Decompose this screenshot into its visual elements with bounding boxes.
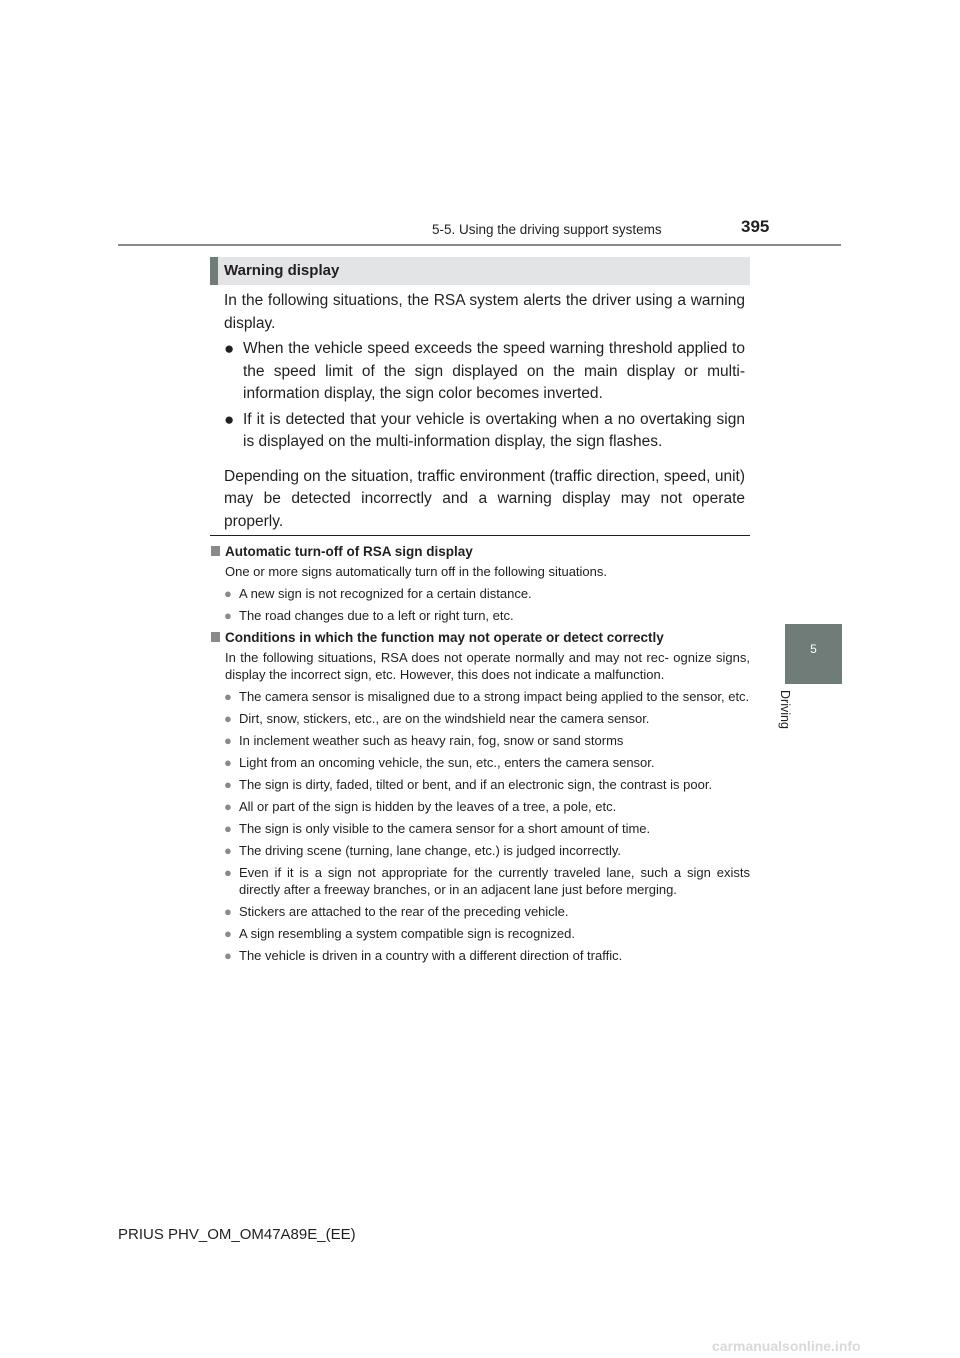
chapter-label-container xyxy=(778,690,808,750)
running-header-section: 5-5. Using the driving support systems xyxy=(432,222,662,237)
bullet-dot-icon: ● xyxy=(224,733,232,748)
note-bullet: ● Stickers are attached to the rear of the preceding vehicle. xyxy=(224,904,569,919)
bullet-dot-icon: ● xyxy=(224,586,232,601)
note-bullet: ● The sign is dirty, faded, tilted or bent, and if an electronic sign, the contrast is poor. xyxy=(224,777,713,792)
note-bullet: ● All or part of the sign is hidden by the leaves of a tree, a pole, etc. xyxy=(224,799,617,814)
note-heading-auto-off: Automatic turn-off of RSA sign display xyxy=(211,543,750,560)
page-number: 395 xyxy=(741,217,770,236)
warning-display-body xyxy=(224,290,745,533)
bullet-dot-icon: ● xyxy=(224,865,232,880)
bullet-dot-icon: ● xyxy=(224,339,235,358)
note-bullet: ● A sign resembling a system compatible sign is recognized. xyxy=(224,926,575,941)
note-text: One or more signs automatically turn off in the following situations. xyxy=(225,564,608,579)
bullet-dot-icon: ● xyxy=(224,821,232,836)
bullet-dot-icon: ● xyxy=(224,948,232,963)
bullet-dot-icon: ● xyxy=(224,608,232,623)
note-bullet: ● Light from an oncoming vehicle, the sun, etc., enters the camera sensor. xyxy=(224,755,655,770)
bullet-dot-icon: ● xyxy=(224,755,232,770)
square-bullet-icon xyxy=(211,546,220,556)
bullet-dot-icon: ● xyxy=(224,843,232,858)
note-bullet: ● A new sign is not recognized for a certain distance. xyxy=(224,586,532,601)
chapter-label: Driving xyxy=(778,690,792,729)
warning-bullet: ● If it is detected that your vehicle is overtaking when a no overtaking sign is displayed on the multi-information display, the sign flashes. xyxy=(224,409,745,450)
notes-section xyxy=(211,543,750,964)
bullet-dot-icon: ● xyxy=(224,904,232,919)
note-bullet: ● Even if it is a sign not appropriate for the currently traveled lane, such a sign exists directly after a freeway branches, or in an adjacent lane just before merging. xyxy=(224,865,750,897)
footer-model-code: PRIUS PHV_OM_OM47A89E_(EE) xyxy=(118,1226,356,1243)
warning-display-note: Depending on the situation, traffic environment (traffic direction, speed, unit) may be detected incorrectly and a warning display may not operate properly. xyxy=(224,467,745,530)
note-bullet: ● The sign is only visible to the camera sensor for a short amount of time. xyxy=(224,821,651,836)
note-bullet: ● The road changes due to a left or right turn, etc. xyxy=(224,608,514,623)
note-bullet: ● The driving scene (turning, lane change, etc.) is judged incorrectly. xyxy=(224,843,622,858)
chapter-number: 5 xyxy=(810,642,817,656)
warning-display-heading xyxy=(210,257,750,285)
bullet-dot-icon: ● xyxy=(224,777,232,792)
bullet-dot-icon: ● xyxy=(224,711,232,726)
note-heading-conditions: Conditions in which the function may not operate or detect correctly xyxy=(211,629,750,646)
warning-bullet: ● When the vehicle speed exceeds the speed warning threshold applied to the speed limit of the sign displayed on the main display or multi-information display, the sign color becomes inverted. xyxy=(224,339,745,402)
bullet-dot-icon: ● xyxy=(224,799,232,814)
heading-accent-bar xyxy=(210,257,218,285)
bullet-dot-icon: ● xyxy=(224,926,232,941)
warning-display-intro: In the following situations, the RSA system alerts the driver using a warning display. xyxy=(224,292,745,332)
watermark: carmanualsonline.info xyxy=(712,1338,861,1354)
note-bullet: ● The vehicle is driven in a country with a different direction of traffic. xyxy=(224,948,623,963)
square-bullet-icon xyxy=(211,632,220,642)
bullet-dot-icon: ● xyxy=(224,689,232,704)
note-bullet: ● In inclement weather such as heavy rain, fog, snow or sand storms xyxy=(224,733,624,748)
section-divider xyxy=(210,535,750,536)
note-bullet: ● Dirt, snow, stickers, etc., are on the windshield near the camera sensor. xyxy=(224,711,650,726)
header-rule xyxy=(118,244,841,246)
note-bullet: ● The camera sensor is misaligned due to a strong impact being applied to the sensor, etc. xyxy=(224,689,750,704)
warning-display-title: Warning display xyxy=(224,262,340,279)
note-text: In the following situations, RSA does not operate normally and may not rec- ognize signs, display the incorrect sign, etc. However, this does not indicate a malfunction. xyxy=(225,650,750,682)
bullet-dot-icon: ● xyxy=(224,409,235,429)
